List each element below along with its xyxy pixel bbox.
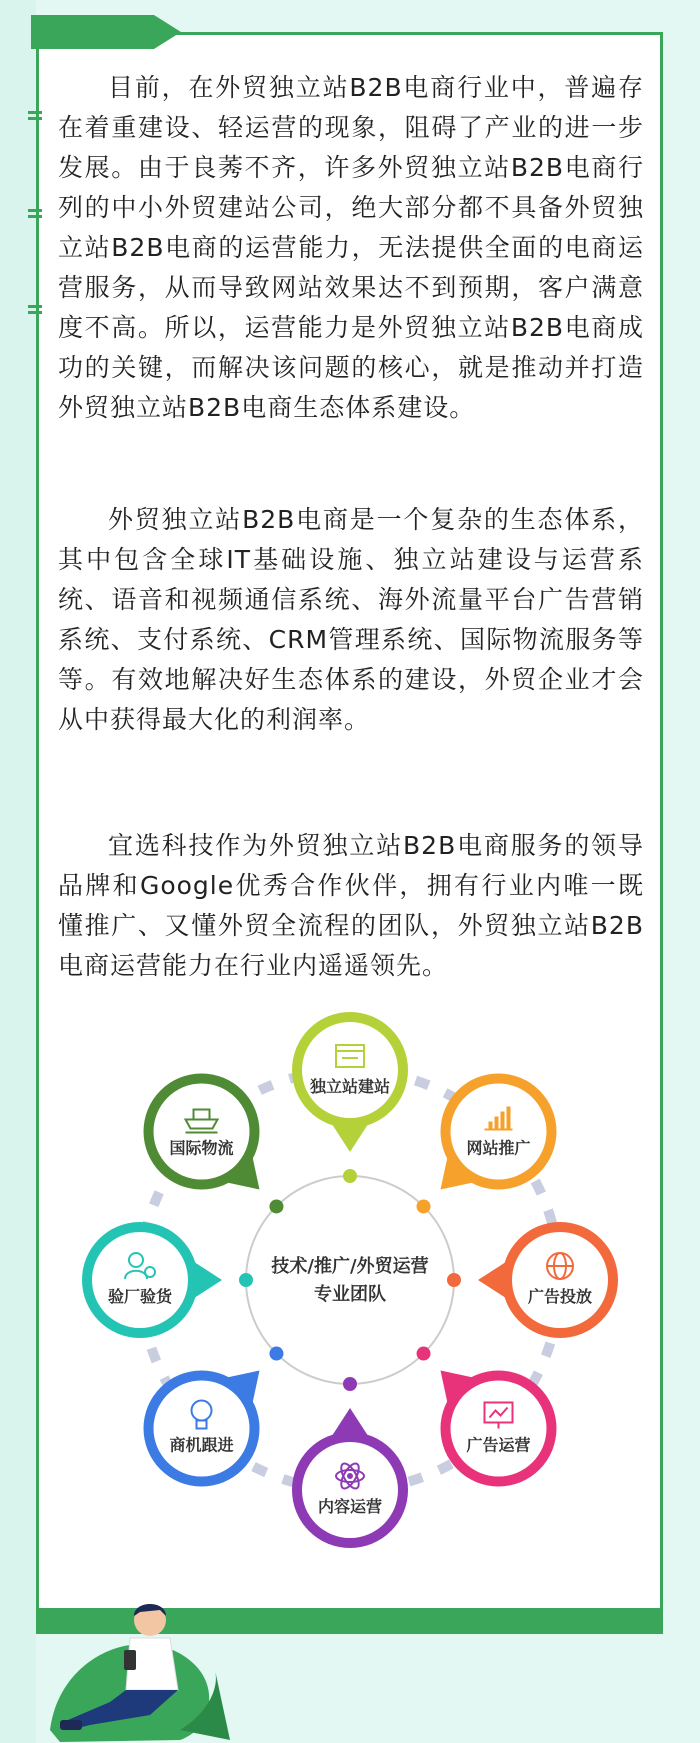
node-face xyxy=(450,1084,546,1180)
node-label: 验厂验货 xyxy=(107,1287,173,1306)
inner-dot xyxy=(269,1347,283,1361)
service-node xyxy=(144,1370,260,1486)
center-subtitle: 专业团队 xyxy=(314,1284,386,1305)
side-tick xyxy=(28,302,42,316)
node-label: 网站推广 xyxy=(466,1138,531,1158)
paragraph-1: 目前，在外贸独立站B2B电商行业中，普遍存在着重建设、轻运营的现象，阻碍了产业的进一步发展。由于良莠不齐，许多外贸独立站B2B电商行列的中小外贸建站公司，绝大部分都不具备外贸独立站B2B电商的运营能力，无法提供全面的电商运营服务，从而导致网站效果达不到预期，客户满意度不高。所以，运营能力是外贸独立站B2B电商成功的关键，而解决该问题的核心，就是推动并打造外贸独立站B2B电商生态体系建设。 xyxy=(58,73,644,422)
side-tick xyxy=(28,108,42,122)
inner-dot xyxy=(239,1273,253,1287)
paragraph-3: 宜选科技作为外贸独立站B2B电商服务的领导品牌和Google优秀合作伙伴，拥有行业内唯一既懂推广、又懂外贸全流程的团队，外贸独立站B2B电商运营能力在行业内遥遥领先。 xyxy=(58,831,644,980)
service-node xyxy=(440,1074,556,1190)
service-node xyxy=(144,1074,260,1190)
service-node xyxy=(292,1012,408,1152)
header-tab xyxy=(31,15,181,49)
inner-dot xyxy=(343,1169,357,1183)
service-node xyxy=(478,1222,618,1338)
side-tick xyxy=(28,206,42,220)
inner-dot xyxy=(447,1273,461,1287)
center-title: 技术/推广/外贸运营 xyxy=(271,1256,429,1277)
paragraph-2: 外贸独立站B2B电商是一个复杂的生态体系，其中包含全球IT基础设施、独立站建设与运营系统、语音和视频通信系统、海外流量平台广告营销系统、支付系统、CRM管理系统、国际物流服务等等。有效地解决好生态体系的建设，外贸企业才会从中获得最大化的利润率。 xyxy=(58,505,644,734)
node-label: 商机跟进 xyxy=(169,1435,234,1455)
service-node xyxy=(82,1222,222,1338)
node-face xyxy=(92,1232,188,1328)
node-label: 内容运营 xyxy=(317,1497,383,1516)
inner-dot xyxy=(417,1199,431,1213)
node-label: 国际物流 xyxy=(169,1138,234,1158)
node-label: 广告投放 xyxy=(527,1287,593,1306)
node-label: 广告运营 xyxy=(466,1435,531,1455)
node-face xyxy=(302,1442,398,1538)
node-face xyxy=(302,1022,398,1118)
inner-dot xyxy=(343,1377,357,1391)
service-node xyxy=(440,1370,556,1486)
inner-dot xyxy=(417,1347,431,1361)
reading-person-illustration xyxy=(30,1580,230,1743)
service-ecosystem-diagram xyxy=(50,1000,650,1560)
inner-dot xyxy=(269,1199,283,1213)
service-node xyxy=(292,1408,408,1548)
background-strip xyxy=(0,0,36,1743)
node-label: 独立站建站 xyxy=(309,1077,391,1096)
